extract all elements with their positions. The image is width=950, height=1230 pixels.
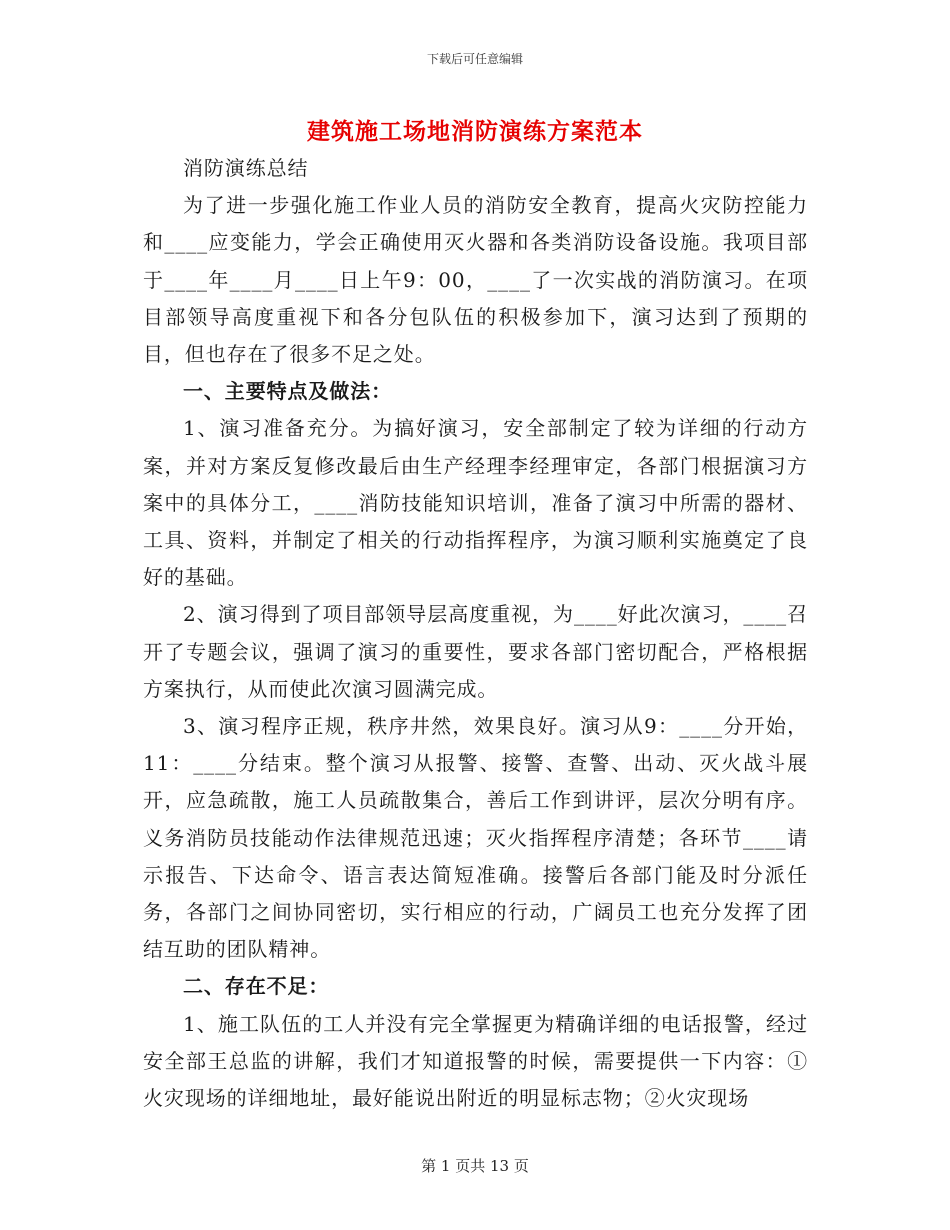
document-body: [143, 150, 808, 1117]
section-heading-shortcomings: 二、存在不足：: [183, 974, 330, 999]
paragraph-shortcoming-1: 1、施工队伍的工人并没有完全掌握更为精确详细的电话报警，经过安全部王总监的讲解，我们才知道报警的时候，需要提供一下内容：①火灾现场的详细地址，最好能说出附近的明显标志物；②火灾现场: [143, 1011, 808, 1111]
paragraph-subtitle: 消防演练总结: [183, 156, 309, 180]
document-title: 建筑施工场地消防演练方案范本: [307, 118, 643, 145]
paragraph-feature-2: 2、演习得到了项目部领导层高度重视，为____好此次演习，____召开了专题会议，强调了演习的重要性，要求各部门密切配合，严格根据方案执行，从而使此次演习圆满完成。: [143, 602, 808, 701]
paragraph-feature-1: 1、演习准备充分。为搞好演习，安全部制定了较为详细的行动方案，并对方案反复修改最后由生产经理李经理审定，各部门根据演习方案中的具体分工，____消防技能知识培训，准备了演习中所需的器材、工具、资料，并制定了相关的行动指挥程序，为演习顺利实施奠定了良好的基础。: [143, 416, 808, 590]
section-heading-features: 一、主要特点及做法：: [183, 379, 392, 404]
header-note: 下载后可任意编辑: [426, 52, 523, 66]
paragraph-intro: 为了进一步强化施工作业人员的消防安全教育，提高火灾防控能力和____应变能力，学会正确使用灭火器和各类消防设备设施。我项目部于____年____月____日上午9：00，____了一次实战的消防演习。在项目部领导高度重视下和各分包队伍的积极参加下，演习达到了预期的目，但也存在了很多不足之处。: [143, 193, 808, 367]
paragraph-feature-3: 3、演习程序正规，秩序井然，效果良好。演习从9：____分开始，11：____分结束。整个演习从报警、接警、查警、出动、灭火战斗展开，应急疏散，施工人员疏散集合，善后工作到讲评，层次分明有序。义务消防员技能动作法律规范迅速；灭火指挥程序清楚；各环节____请示报告、下达命令、语言表达简短准确。接警后各部门能及时分派任务，各部门之间协同密切，实行相应的行动，广阔员工也充分发挥了团结互助的团队精神。: [143, 714, 808, 962]
page-number-footer: 第 1 页共 13 页: [421, 1157, 529, 1175]
